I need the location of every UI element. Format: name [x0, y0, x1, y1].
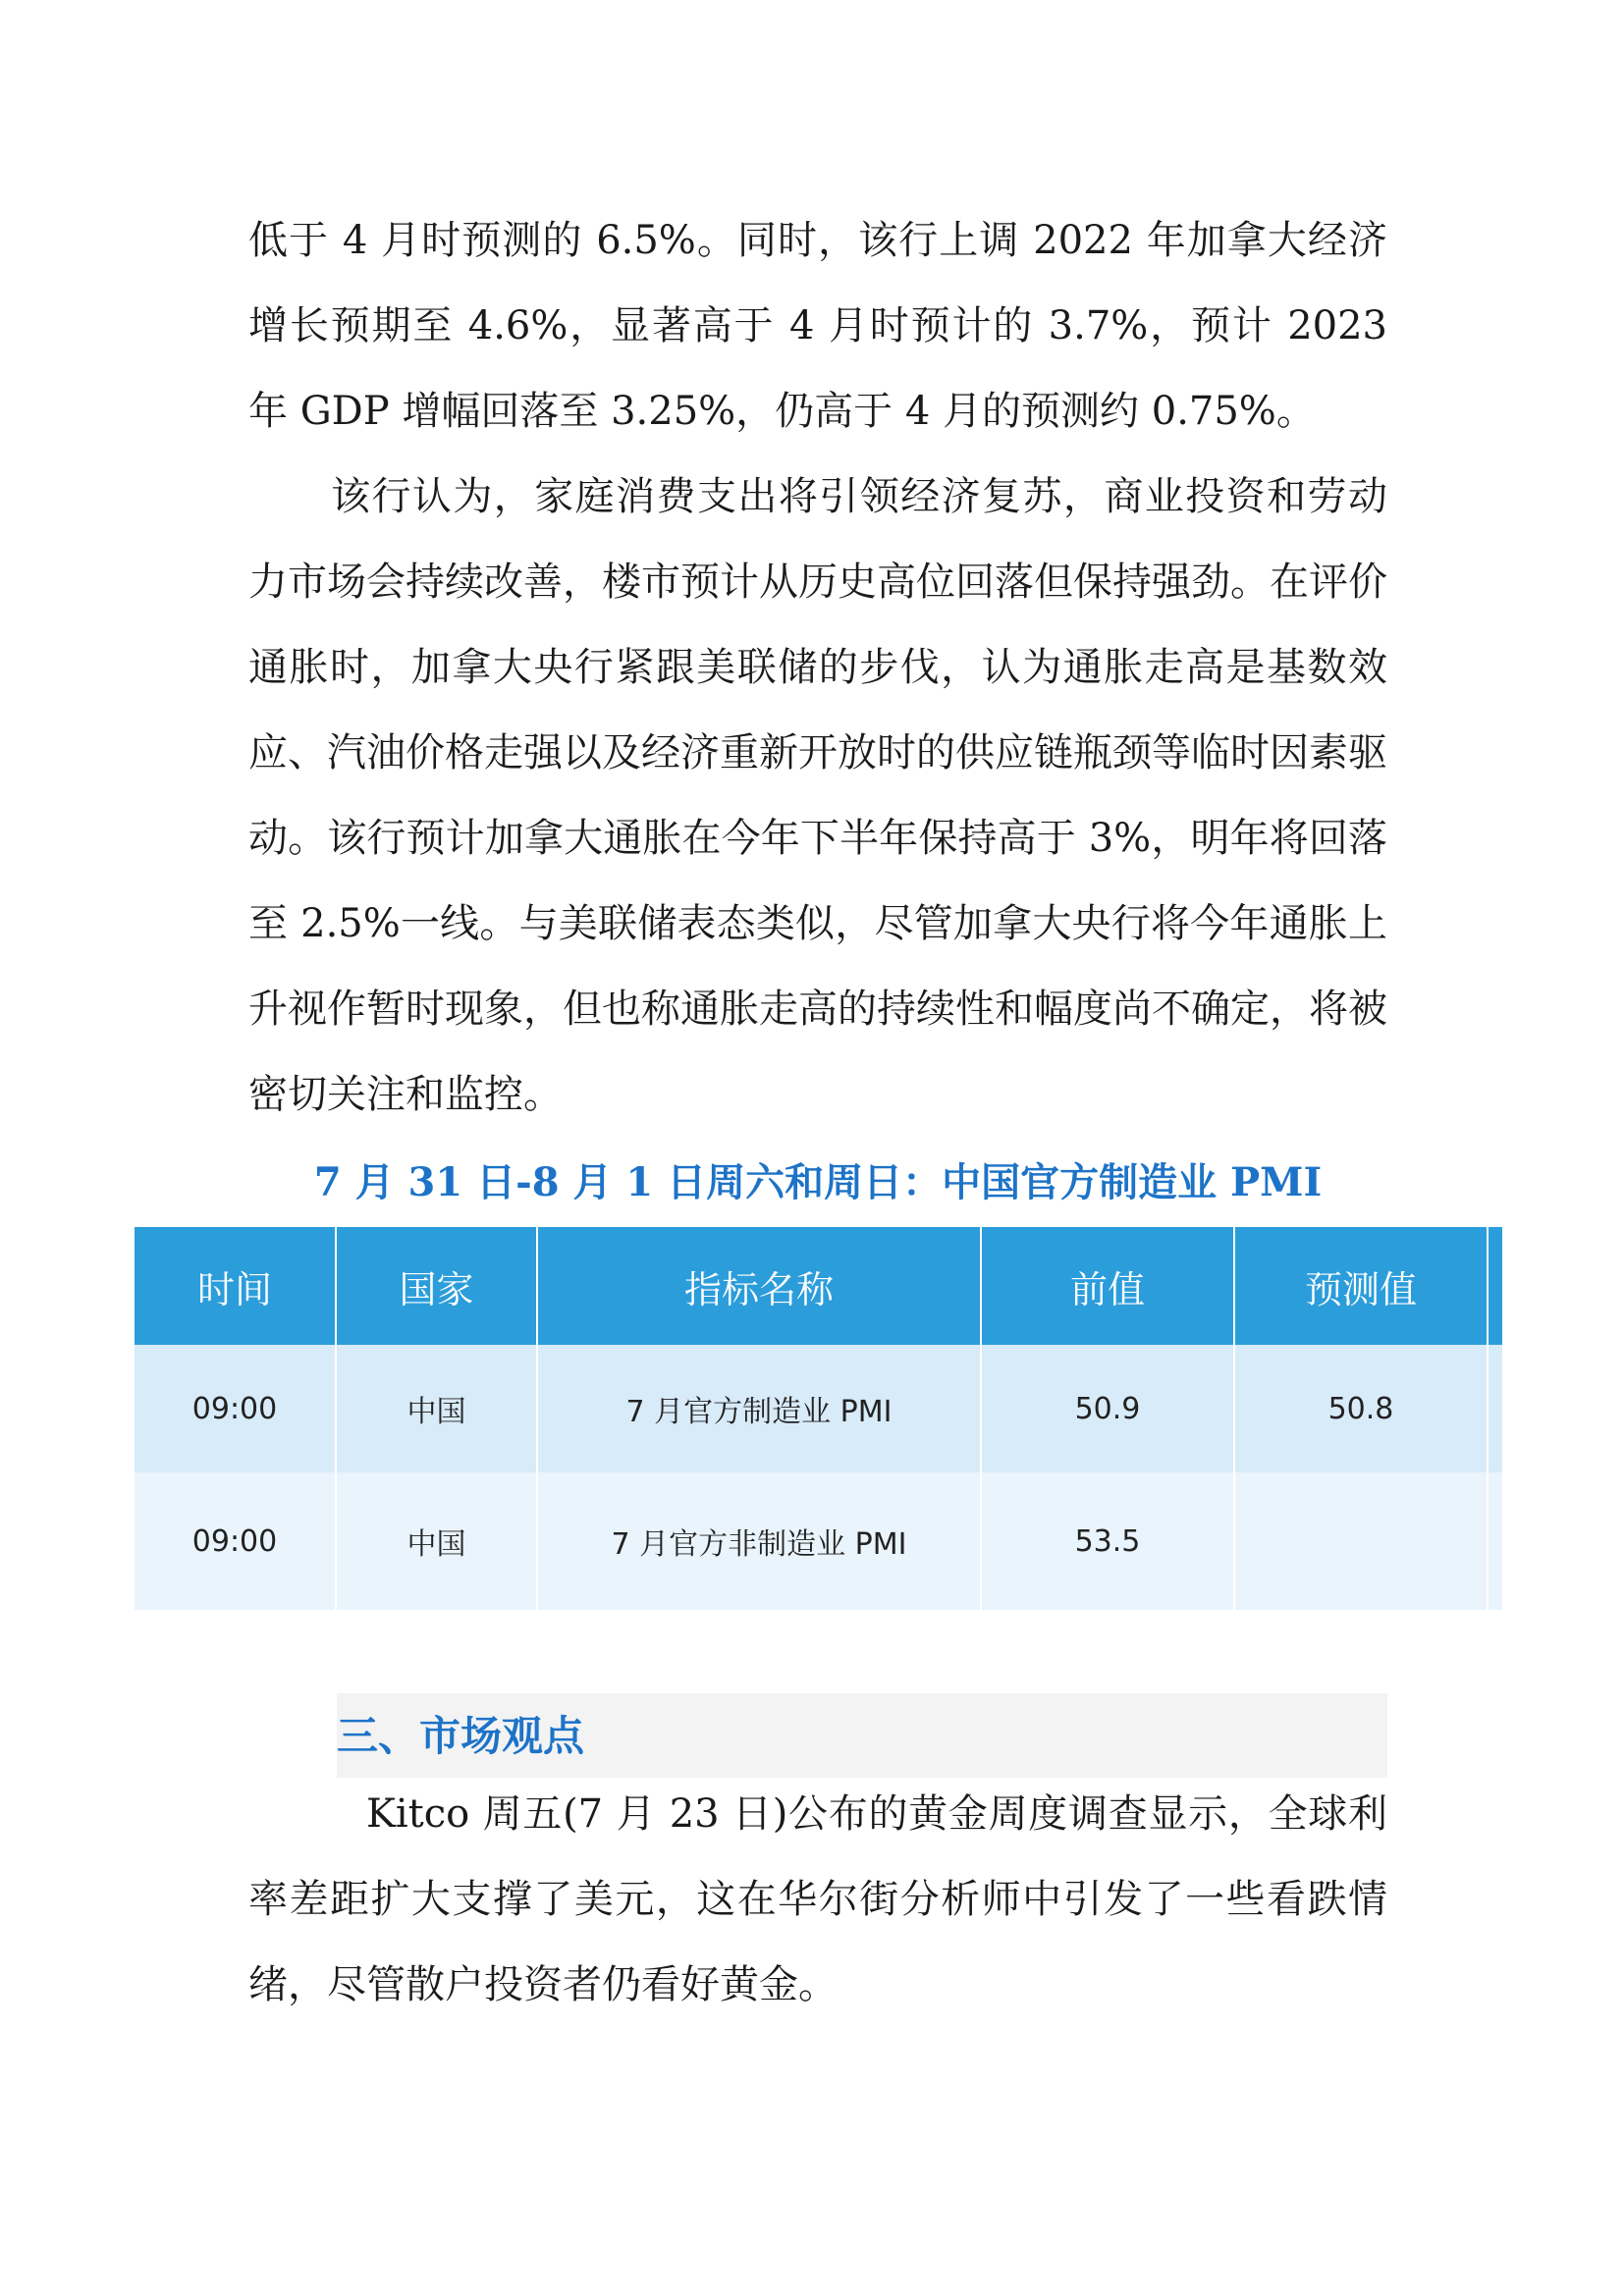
header-forecast: 预测值	[1234, 1227, 1488, 1345]
paragraph-inflation-view: 该行认为，家庭消费支出将引领经济复苏，商业投资和劳动力市场会持续改善，楼市预计从历史高位回落但保持强劲。在评价通胀时，加拿大央行紧跟美联储的步伐，认为通胀走高是基数效应、汽油价格走强以及经济重新开放时的供应链瓶颈等临时因素驱动。该行预计加拿大通胀在今年下半年保持高于 3%，明年将回落至 2.5%一线。与美联储表态类似，尽管加拿大央行将今年通胀上升视作暂时现象，但也称通胀走高的持续性和幅度尚不确定，将被密切关注和监控。	[248, 474, 1387, 1117]
cell-previous: 50.9	[981, 1345, 1234, 1472]
cell-country: 中国	[336, 1472, 537, 1610]
header-previous: 前值	[981, 1227, 1234, 1345]
section-title: 三、市场观点	[337, 1712, 585, 1760]
cell-time: 09:00	[135, 1345, 336, 1472]
cell-overflow	[1488, 1472, 1503, 1610]
header-overflow-cell	[1488, 1227, 1503, 1345]
cell-forecast	[1234, 1472, 1488, 1610]
header-country: 国家	[336, 1227, 537, 1345]
header-time: 时间	[135, 1227, 336, 1345]
cell-indicator: 7 月官方制造业 PMI	[537, 1345, 981, 1472]
header-indicator: 指标名称	[537, 1227, 981, 1345]
paragraph-kitco-survey: Kitco 周五(7 月 23 日)公布的黄金周度调查显示，全球利率差距扩大支撑了美元，这在华尔街分析师中引发了一些看跌情绪，尽管散户投资者仍看好黄金。	[248, 1791, 1387, 2007]
cell-time: 09:00	[135, 1472, 336, 1610]
cell-forecast: 50.8	[1234, 1345, 1488, 1472]
economic-calendar-table	[135, 1227, 1504, 1610]
table-row	[135, 1345, 1503, 1472]
cell-indicator: 7 月官方非制造业 PMI	[537, 1472, 981, 1610]
cell-overflow	[1488, 1345, 1503, 1472]
cell-previous: 53.5	[981, 1472, 1234, 1610]
table-title: 7 月 31 日-8 月 1 日周六和周日：中国官方制造业 PMI	[313, 1159, 1323, 1205]
cell-country: 中国	[336, 1345, 537, 1472]
table-row	[135, 1472, 1503, 1610]
paragraph-gdp-forecast: 低于 4 月时预测的 6.5%。同时，该行上调 2022 年加拿大经济增长预期至 4.6%，显著高于 4 月时预计的 3.7%，预计 2023 年 GDP 增幅回落至 3.25%，仍高于 4 月的预测约 0.75%。	[248, 218, 1387, 434]
table-header-row	[135, 1227, 1503, 1345]
